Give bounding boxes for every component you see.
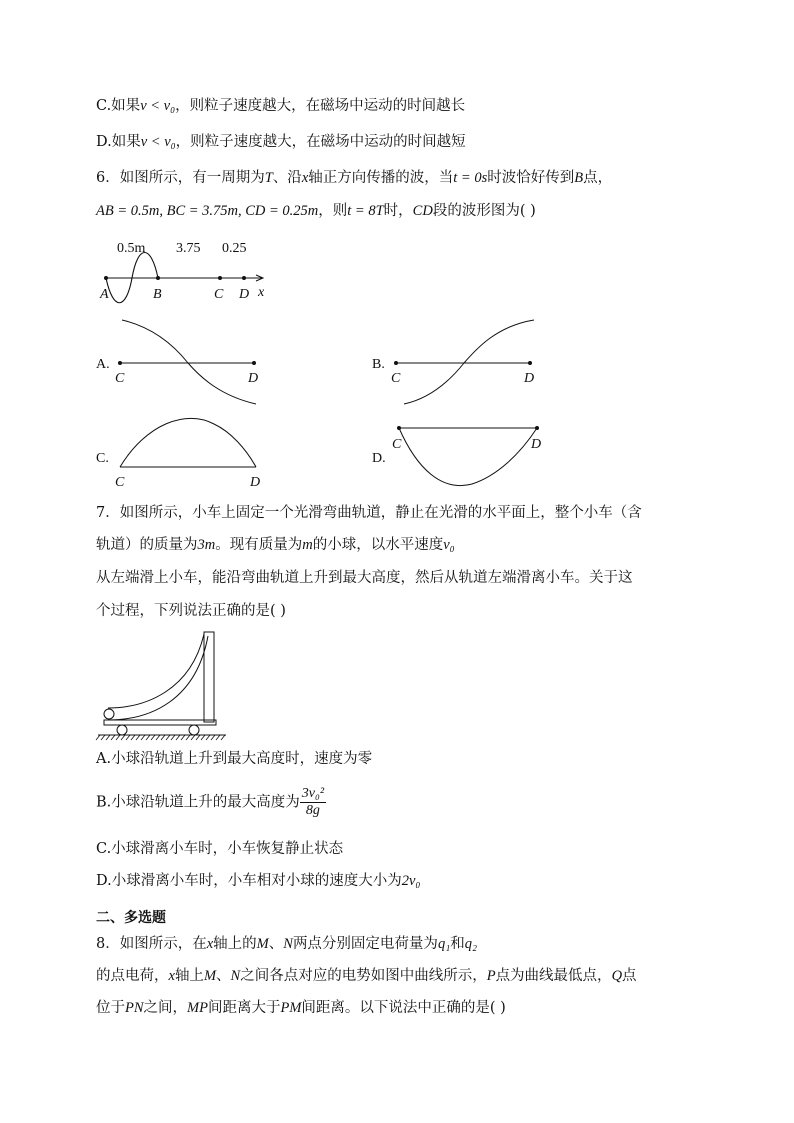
label-0-25: 0.25: [222, 241, 247, 256]
q8-axis-symbol: x: [168, 968, 175, 984]
q6-stem-line1: [96, 168, 612, 188]
fraction-denominator: 8g: [305, 803, 320, 818]
q8-text: 之间，: [143, 1000, 188, 1016]
label-0-5m: 0.5m: [117, 241, 146, 256]
q6-text: 点，: [583, 170, 613, 186]
fraction-numerator: 3v₀²: [301, 786, 325, 801]
q7-option-b-fraction: [300, 786, 326, 819]
q7-stem-line4: 个过程，下列说法正确的是( ): [96, 603, 286, 619]
label-d: D: [531, 437, 542, 452]
q7-stem-line1: 7．如图所示，小车上固定一个光滑弯曲轨道，静止在光滑的水平面上，整个小车（含: [96, 505, 642, 521]
q8-point-n: N: [230, 968, 241, 984]
q8-point-n: N: [283, 936, 293, 952]
q8-stem-line2: [96, 966, 637, 986]
q8-stem-line3: [96, 998, 506, 1018]
q6-option-c-figure: [96, 414, 276, 494]
label-d: D: [250, 475, 261, 490]
q8-text: 之间各点对应的电势如图中曲线所示，: [240, 968, 487, 984]
q6-wave-figure: [96, 236, 276, 306]
option-b-label: B.: [372, 357, 385, 372]
q6-point-b: B: [574, 170, 584, 186]
hatch-line: [126, 735, 130, 740]
point-c-dot: [218, 276, 222, 280]
wave-curve: [404, 320, 534, 404]
q6-text: ，则: [318, 203, 348, 219]
hatch-line: [146, 735, 150, 740]
hatch-line: [181, 735, 185, 740]
wheel-left: [117, 725, 127, 735]
label-d: D: [524, 371, 535, 386]
hatch-line: [211, 735, 215, 740]
q7-option-a: A.小球沿轨道上升到最大高度时，速度为零: [96, 751, 373, 767]
hatch-line: [131, 735, 135, 740]
q8-point-p: P: [486, 968, 496, 984]
q7-velocity: v₀: [443, 537, 455, 553]
hatch-line: [161, 735, 165, 740]
q8-point-m: M: [203, 968, 217, 984]
q8-text: 间距离大于: [207, 1000, 281, 1016]
track-inner-curve: [108, 634, 204, 708]
q8-text: 和: [450, 936, 465, 952]
cart-base: [104, 720, 216, 725]
hatch-line: [206, 735, 210, 740]
q5-option-c-text: ，则粒子速度越大，在磁场中运动的时间越长: [175, 98, 466, 114]
q5-option-c-prefix: C.如果: [96, 98, 141, 114]
hatch-line: [201, 735, 205, 740]
q8-point-m: M: [256, 936, 269, 952]
q5-option-d-condition: v < v₀: [140, 134, 176, 150]
label-x: x: [258, 285, 265, 300]
q8-text: 的点电荷，: [96, 968, 169, 984]
q6-time-zero: t = 0s: [453, 170, 488, 186]
q5-option-c-condition: v < v₀: [140, 98, 176, 114]
q8-text: 轴上的: [213, 936, 257, 952]
wave-curve: [120, 418, 256, 467]
q7-option-d-value: 2v₀: [401, 873, 421, 889]
label-c: C: [115, 475, 125, 490]
label-d: D: [248, 371, 259, 386]
hatch-line: [171, 735, 175, 740]
q7-option-b: [96, 786, 326, 819]
q8-text: 轴上: [174, 968, 204, 984]
q6-distances: AB = 0.5m, BC = 3.75m, CD = 0.25m: [96, 203, 319, 219]
q7-text: 轨道）的质量为: [96, 537, 198, 553]
q7-option-d-text: D.小球滑离小车时，小车相对小球的速度大小为: [96, 873, 402, 889]
q8-segment-mp: MP: [187, 1000, 208, 1016]
ball: [104, 709, 114, 719]
hatch-line: [141, 735, 145, 740]
q7-option-b-text: B.小球沿轨道上升的最大高度为: [96, 794, 300, 811]
q8-segment-pm: PM: [280, 1000, 302, 1016]
q6-text: 段的波形图为( ): [432, 203, 536, 219]
label-d: D: [239, 287, 250, 302]
q8-point-q: Q: [611, 968, 623, 984]
q7-text: 的小球，以水平速度: [312, 537, 444, 553]
hatch-line: [136, 735, 140, 740]
q8-charge-q2: q₂: [464, 936, 478, 952]
q8-text: 8．如图所示，在: [96, 936, 207, 952]
hatch-line: [101, 735, 105, 740]
ground-hatching: [96, 735, 225, 740]
q8-text: 、: [268, 936, 284, 952]
q6-option-d-figure: [372, 414, 552, 494]
hatch-line: [166, 735, 170, 740]
q6-segment-cd: CD: [412, 203, 433, 219]
q8-stem-line1: [96, 934, 477, 954]
q5-option-d-text: ，则粒子速度越大，在磁场中运动的时间越短: [175, 134, 466, 150]
q6-option-a-figure: [96, 318, 276, 408]
q5-option-d-prefix: D.如果: [96, 134, 141, 150]
q8-text: 两点分别固定电荷量为: [292, 936, 438, 952]
q7-option-c: C.小球滑离小车时，小车恢复静止状态: [96, 841, 344, 857]
q7-stem-line2: [96, 535, 455, 555]
q6-text: 6．如图所示，有一周期为: [96, 170, 265, 186]
q7-option-d: [96, 871, 420, 891]
hatch-line: [186, 735, 190, 740]
d-dot: [528, 361, 532, 365]
q8-axis-symbol: x: [206, 936, 214, 952]
q8-text: 间距离。以下说法中正确的是( ): [301, 1000, 506, 1016]
hatch-line: [196, 735, 200, 740]
q6-text: 时波恰好传到: [487, 170, 575, 186]
q8-text: 位于: [96, 1000, 125, 1016]
q6-option-b-figure: [372, 318, 552, 408]
point-a-dot: [104, 276, 108, 280]
hatch-line: [106, 735, 110, 740]
hatch-line: [221, 735, 225, 740]
c-dot: [118, 361, 122, 365]
hatch-line: [191, 735, 195, 740]
q6-time-8t: t = 8T: [347, 203, 384, 219]
q7-stem-line3: 从左端滑上小车，能沿弯曲轨道上升到最大高度，然后从轨道左端滑离小车。关于这: [96, 570, 633, 586]
wheel-right: [189, 725, 199, 735]
label-c: C: [391, 371, 401, 386]
option-d-label: D.: [372, 451, 386, 466]
label-c: C: [115, 371, 125, 386]
hatch-line: [156, 735, 160, 740]
option-c-label: C.: [96, 451, 109, 466]
section-heading-multiple-choice: 二、多选题: [96, 910, 166, 926]
wave-curve: [399, 428, 537, 486]
q7-cart-mass: 3m: [197, 537, 216, 553]
hatch-line: [116, 735, 120, 740]
q6-text: 、沿: [272, 170, 302, 186]
q8-text: 点: [622, 968, 637, 984]
q6-text: 轴正方向传播的波，当: [308, 170, 454, 186]
label-a: A: [100, 287, 109, 302]
q6-text: 时，: [383, 203, 413, 219]
q8-charge-q1: q₁: [437, 936, 451, 952]
d-dot: [252, 361, 256, 365]
hatch-line: [121, 735, 125, 740]
hatch-line: [96, 735, 100, 740]
c-dot: [394, 361, 398, 365]
hatch-line: [216, 735, 220, 740]
q6-axis-symbol: x: [301, 170, 309, 186]
q7-text: 。现有质量为: [215, 537, 303, 553]
q8-text: 、: [216, 968, 231, 984]
option-a-label: A.: [96, 357, 110, 372]
q6-period-symbol: T: [264, 170, 273, 186]
q6-stem-line2: [96, 201, 536, 221]
point-b-dot: [156, 276, 160, 280]
wave-curve: [122, 320, 259, 404]
q8-segment-pn: PN: [125, 1000, 144, 1016]
q7-ball-mass: m: [302, 537, 313, 553]
label-c: C: [392, 437, 402, 452]
label-3-75: 3.75: [176, 241, 201, 256]
q5-option-d: [96, 132, 466, 152]
q7-cart-figure: [96, 630, 231, 745]
q8-text: 点为曲线最低点，: [495, 968, 612, 984]
label-b: B: [153, 287, 162, 302]
label-c: C: [214, 287, 224, 302]
hatch-line: [111, 735, 115, 740]
hatch-line: [176, 735, 180, 740]
point-d-dot: [242, 276, 246, 280]
q5-option-c: [96, 96, 465, 116]
hatch-line: [151, 735, 155, 740]
